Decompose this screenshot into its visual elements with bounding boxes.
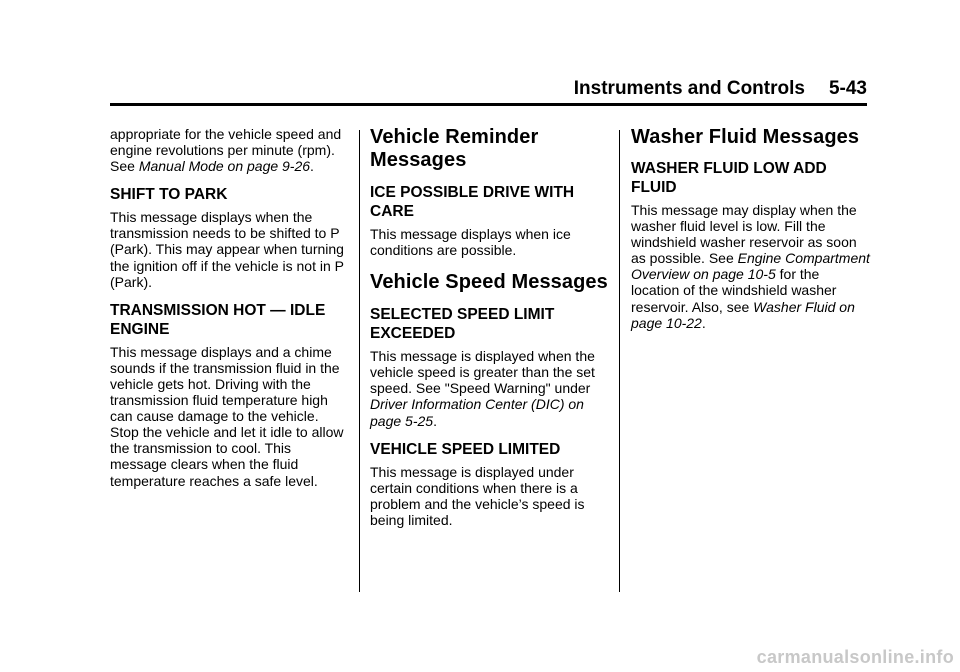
column-1	[110, 126, 350, 489]
page-header	[110, 78, 867, 100]
speed-limit-exceeded-body: This message is displayed when the vehicle speed is greater than the set speed. See "Speed Warning" under Driver Information Center (DIC) on page 5-25.	[370, 348, 595, 429]
shift-to-park-body: This message displays when the transmission needs to be shifted to P (Park). This may appear when turning the ignition off if the vehicle is not in P (Park).	[110, 209, 344, 290]
column-divider	[619, 130, 620, 592]
speed-limited-heading: VEHICLE SPEED LIMITED	[370, 440, 561, 458]
intro-paragraph: appropriate for the vehicle speed and engine revolutions per minute (rpm). See Manual Mode on page 9-26.	[110, 126, 342, 175]
column-3	[631, 126, 871, 331]
transmission-hot-body: This message displays and a chime sounds if the transmission fluid in the vehicle gets hot. Driving with the transmission fluid temperature high can cause damage to the vehicle. Stop the vehicle and let it idle to allow the transmission to cool. This message clears when the fluid temperature reaches a safe level.	[110, 343, 344, 489]
header-rule	[110, 103, 867, 106]
column-2	[370, 126, 610, 528]
engine-compartment-reference[interactable]: Engine Compartment Overview on page 10-5	[631, 250, 870, 283]
vehicle-reminder-title: Vehicle Reminder Messages	[370, 126, 539, 171]
ice-possible-heading: ICE POSSIBLE DRIVE WITH CARE	[370, 184, 575, 220]
watermark: carmanualsonline.info	[756, 647, 954, 667]
ice-possible-body: This message displays when ice conditions are possible.	[370, 226, 571, 259]
column-divider	[359, 130, 360, 592]
speed-limit-exceeded-heading: SELECTED SPEED LIMIT EXCEEDED	[370, 306, 555, 343]
speed-limited-body: This message is displayed under certain conditions when there is a problem and the vehicle’s speed is being limited.	[370, 463, 585, 528]
section-title: Instruments and Controls	[573, 78, 805, 99]
transmission-hot-heading: TRANSMISSION HOT — IDLE ENGINE	[110, 301, 326, 338]
washer-fluid-reference[interactable]: Washer Fluid on page 10-22	[631, 298, 855, 331]
washer-fluid-low-heading: WASHER FLUID LOW ADD FLUID	[631, 160, 827, 196]
dic-reference[interactable]: Driver Information Center (DIC) on page 5-25	[370, 396, 584, 429]
manual-mode-reference[interactable]: Manual Mode on page 9-26	[138, 158, 311, 175]
washer-fluid-title: Washer Fluid Messages	[631, 126, 860, 148]
vehicle-speed-title: Vehicle Speed Messages	[370, 271, 608, 294]
shift-to-park-heading: SHIFT TO PARK	[110, 186, 228, 204]
page-number: 5-43	[828, 78, 867, 99]
washer-fluid-low-body: This message may display when the washer fluid level is low. Fill the windshield washer reservoir as soon as possible. See Engine Compartment Overview on page 10-5 for the location of the windshield washer reservoir. Also, see Washer Fluid on page 10-22.	[631, 202, 870, 331]
